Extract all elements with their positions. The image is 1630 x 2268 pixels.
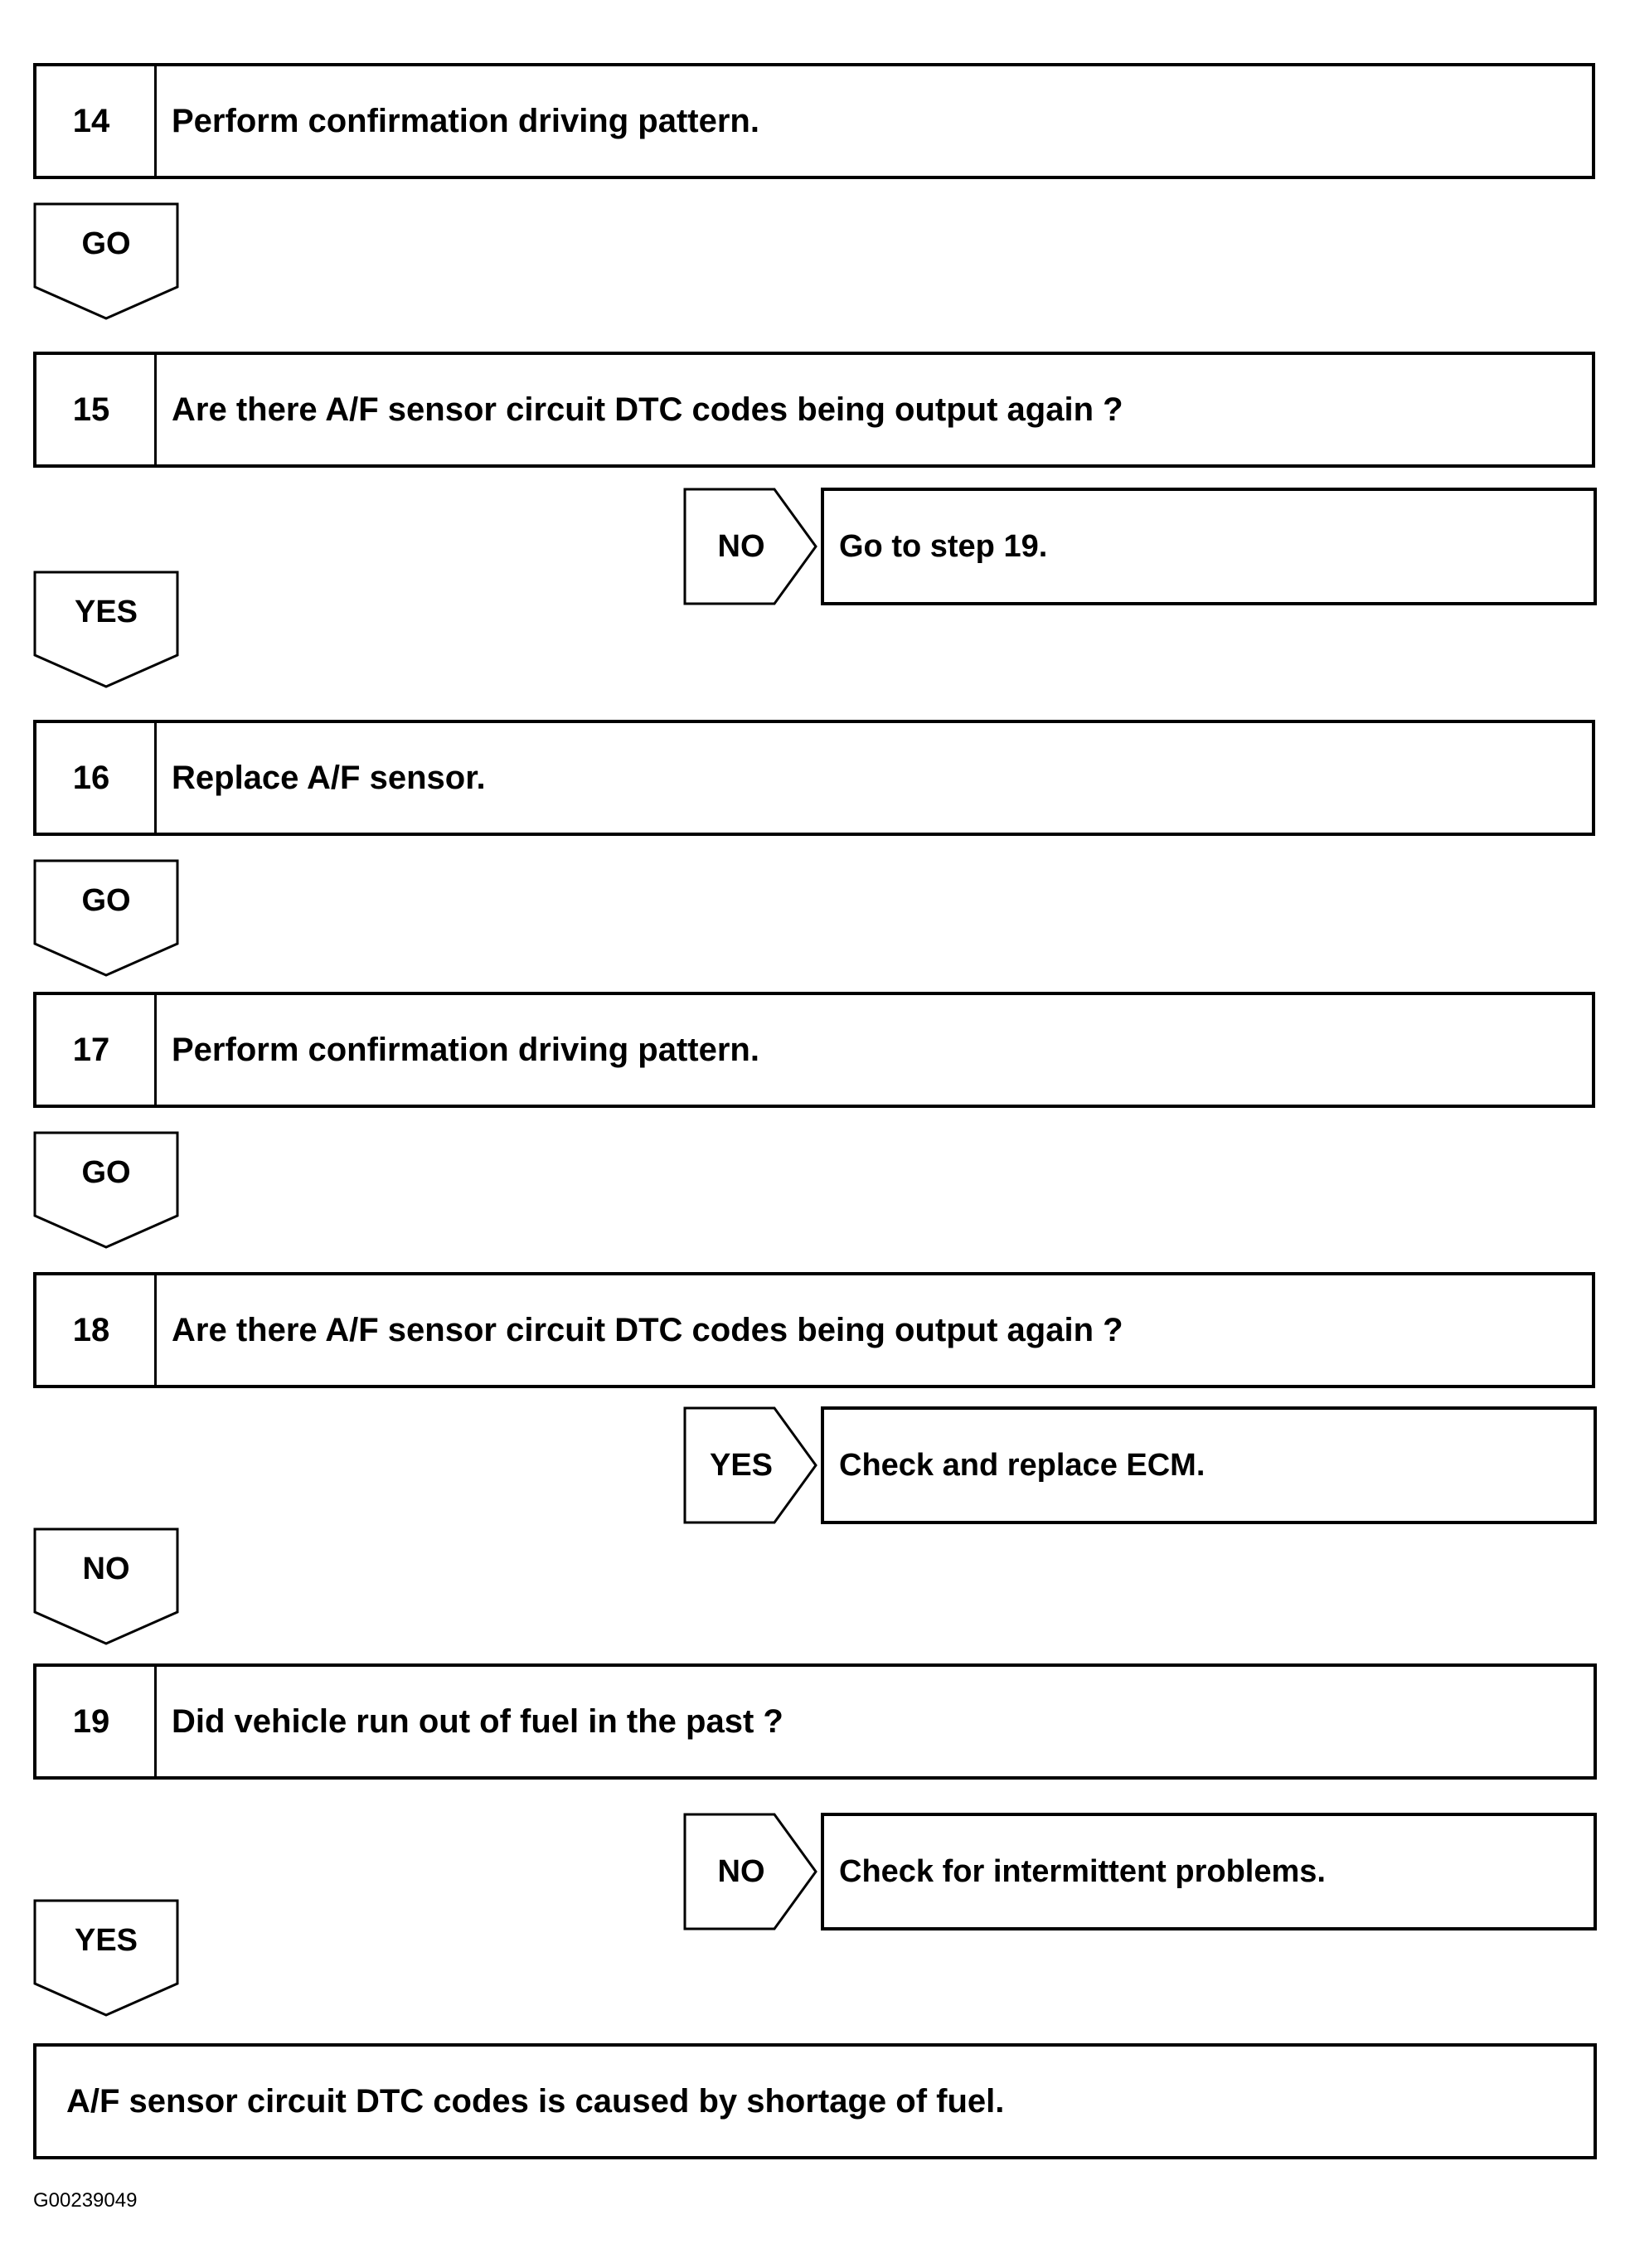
step-text: Are there A/F sensor circuit DTC codes being output again ? <box>172 1311 1123 1348</box>
arrow-label: YES <box>74 1922 138 1958</box>
step-text: Did vehicle run out of fuel in the past ? <box>172 1702 783 1740</box>
branch-result-box: Go to step 19. <box>821 488 1597 605</box>
step-18-box <box>33 1272 1595 1388</box>
no-branch-arrow <box>683 1813 817 1930</box>
step-text: Replace A/F sensor. <box>172 759 486 796</box>
no-branch-arrow <box>683 488 817 605</box>
arrow-label: NO <box>717 528 765 564</box>
no-arrow <box>33 1527 179 1647</box>
arrow-label: NO <box>717 1853 765 1889</box>
step-14-box <box>33 63 1595 179</box>
yes-arrow <box>33 571 179 690</box>
arrow-label: YES <box>74 594 138 629</box>
yes-branch-arrow <box>683 1406 817 1524</box>
step-15-box <box>33 352 1595 468</box>
arrow-label: YES <box>709 1447 774 1483</box>
step-number: 18 <box>36 1275 157 1385</box>
conclusion-box: A/F sensor circuit DTC codes is caused by shortage of fuel. <box>33 2043 1597 2159</box>
step-number: 19 <box>36 1667 157 1776</box>
figure-reference: G00239049 <box>33 2189 138 2212</box>
step-number: 17 <box>36 995 157 1105</box>
arrow-label: GO <box>81 226 131 261</box>
step-text: Perform confirmation driving pattern. <box>172 102 759 139</box>
step-text: Perform confirmation driving pattern. <box>172 1031 759 1068</box>
branch-result-box: Check and replace ECM. <box>821 1406 1597 1524</box>
go-arrow <box>33 1131 179 1251</box>
step-19-box <box>33 1663 1597 1780</box>
step-text: Are there A/F sensor circuit DTC codes being output again ? <box>172 391 1123 428</box>
go-arrow <box>33 202 179 322</box>
branch-result-box: Check for intermittent problems. <box>821 1813 1597 1930</box>
arrow-label: GO <box>81 1154 131 1190</box>
arrow-label: NO <box>82 1551 130 1586</box>
go-arrow <box>33 859 179 979</box>
arrow-label: GO <box>81 882 131 918</box>
step-16-box <box>33 720 1595 836</box>
step-number: 15 <box>36 355 157 464</box>
step-17-box <box>33 992 1595 1108</box>
step-number: 16 <box>36 723 157 833</box>
yes-arrow <box>33 1899 179 2018</box>
step-number: 14 <box>36 66 157 176</box>
